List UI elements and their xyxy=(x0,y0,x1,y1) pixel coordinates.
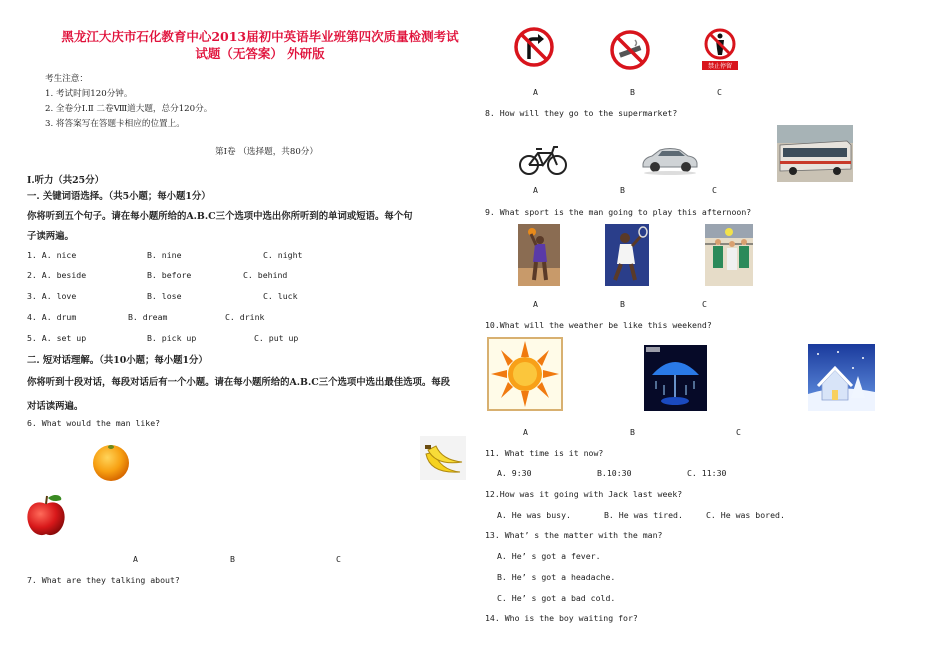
q11-option-b: B.10:30 xyxy=(597,468,632,478)
document-title-line1: 黑龙江大庆市石化教育中心2013届初中英语毕业班第四次质量检测考试 xyxy=(61,29,459,44)
q11-question: 11. What time is it now? xyxy=(485,448,604,458)
bus-image xyxy=(777,125,853,182)
sun-image xyxy=(487,337,563,411)
volume-heading: 第Ⅰ卷 （选择题，共80分） xyxy=(215,147,318,157)
snow-house-image xyxy=(808,344,875,411)
notice-item: 2. 全卷分Ⅰ.Ⅱ 二卷Ⅷ道大题，总分120分。 xyxy=(45,104,213,114)
q9-label-b: B xyxy=(620,299,625,309)
bicycle-image xyxy=(518,143,568,177)
q7-label-a: A xyxy=(533,87,538,97)
q2-option-a: 2. A. beside xyxy=(27,270,87,280)
q11-option-c: C. 11:30 xyxy=(687,468,727,478)
q3-option-c: C. luck xyxy=(263,291,298,301)
basketball-player-image xyxy=(518,224,560,286)
q10-label-a: A xyxy=(523,427,528,437)
q7-question: 7. What are they talking about? xyxy=(27,575,180,585)
section-title: I.听力（共25分） xyxy=(27,175,104,186)
q6-label-c: C xyxy=(336,554,341,564)
q12-option-c: C. He was bored. xyxy=(706,510,785,520)
banana-image xyxy=(420,436,466,480)
q10-question: 10.What will the weather be like this weekend? xyxy=(485,320,712,330)
q8-label-c: C xyxy=(712,185,717,195)
q6-label-a: A xyxy=(133,554,138,564)
q4-option-a: 4. A. drum xyxy=(27,312,77,322)
q14-question: 14. Who is the boy waiting for? xyxy=(485,613,638,623)
rain-image xyxy=(644,345,707,411)
q1-option-a: 1. A. nice xyxy=(27,250,77,260)
q10-label-c: C xyxy=(736,427,741,437)
no-right-turn-sign-image xyxy=(514,27,554,67)
part1-title: 一. 关键词语选择。（共5小题；每小题1分） xyxy=(27,191,211,202)
orange-image xyxy=(91,442,131,482)
q12-question: 12.How was it going with Jack last week? xyxy=(485,489,683,499)
q13-question: 13. What’ s the matter with the man? xyxy=(485,530,663,540)
no-smoking-sign-image xyxy=(610,30,650,70)
q13-option-b: B. He’ s got a headache. xyxy=(497,572,616,582)
notice-item: 1. 考试时间120分钟。 xyxy=(45,89,133,99)
q9-question: 9. What sport is the man going to play this afternoon? xyxy=(485,207,752,217)
q6-label-b: B xyxy=(230,554,235,564)
q9-label-a: A xyxy=(533,299,538,309)
q9-label-c: C xyxy=(702,299,707,309)
document-title-line2: 试题（无答案） 外研版 xyxy=(195,46,325,61)
q7-label-b: B xyxy=(630,87,635,97)
q7-label-c: C xyxy=(717,87,722,97)
q10-label-b: B xyxy=(630,427,635,437)
q1-option-b: B. nine xyxy=(147,250,182,260)
apple-image xyxy=(25,492,67,538)
q5-option-b: B. pick up xyxy=(147,333,197,343)
part2-instructions-cont: 对话读两遍。 xyxy=(27,401,84,412)
q2-option-b: B. before xyxy=(147,270,192,280)
part2-title: 二. 短对话理解。（共10小题；每小题1分） xyxy=(27,355,208,366)
q13-option-c: C. He’ s got a bad cold. xyxy=(497,593,616,603)
q6-question: 6. What would the man like? xyxy=(27,418,161,428)
no-standing-sign-image xyxy=(700,27,740,71)
q4-option-b: B. dream xyxy=(128,312,168,322)
notice-item: 3. 将答案写在答题卡相应的位置上。 xyxy=(45,119,185,129)
notice-heading: 考生注意： xyxy=(45,74,88,84)
q5-option-c: C. put up xyxy=(254,333,299,343)
q1-option-c: C. night xyxy=(263,250,303,260)
q8-label-a: A xyxy=(533,185,538,195)
q5-option-a: 5. A. set up xyxy=(27,333,87,343)
volleyball-players-image xyxy=(705,224,753,286)
q12-option-a: A. He was busy. xyxy=(497,510,571,520)
part1-instructions-cont: 子读两遍。 xyxy=(27,231,74,242)
q3-option-a: 3. A. love xyxy=(27,291,77,301)
q13-option-a: A. He’ s got a fever. xyxy=(497,551,601,561)
q8-label-b: B xyxy=(620,185,625,195)
car-image xyxy=(640,138,700,178)
tennis-player-image xyxy=(605,224,649,286)
part1-instructions: 你将听到五个句子。请在每小题所给的A.B.C三个选项中选出你所听到的单词或短语。每个句 xyxy=(27,211,413,222)
q8-question: 8. How will they go to the supermarket? xyxy=(485,108,678,118)
part2-instructions: 你将听到十段对话，每段对话后有一个小题。请在每小题所给的A.B.C三个选项中选出最佳选项。每段 xyxy=(27,377,450,388)
q2-option-c: C. behind xyxy=(243,270,288,280)
q4-option-c: C. drink xyxy=(225,312,265,322)
q3-option-b: B. lose xyxy=(147,291,182,301)
q11-option-a: A. 9:30 xyxy=(497,468,532,478)
q12-option-b: B. He was tired. xyxy=(604,510,683,520)
sign-c-caption: 禁止停留 xyxy=(707,63,733,70)
